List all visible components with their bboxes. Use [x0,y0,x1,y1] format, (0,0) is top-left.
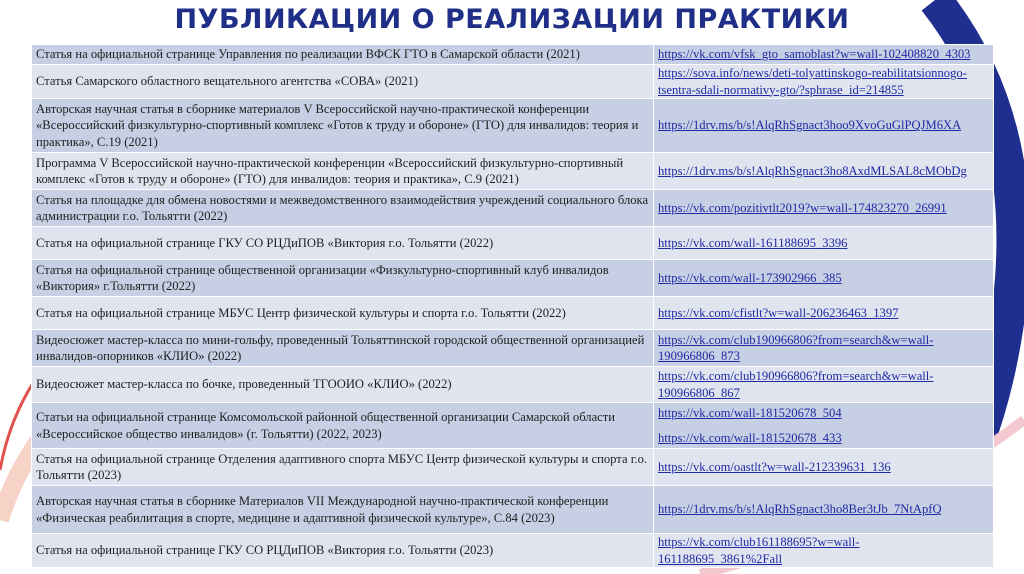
publication-link[interactable]: https://vk.com/wall-181520678_433 [658,430,842,445]
publication-links-cell [654,449,994,486]
table-row [32,153,994,190]
publication-description: Статья на официальной странице Управления по реализации ВФСК ГТО в Самарской области (2021) [32,45,654,65]
publication-description: Статья на официальной странице МБУС Центр физической культуры и спорта г.о. Тольятти (2022) [32,297,654,330]
publication-link[interactable]: https://vk.com/oastlt?w=wall-212339631_136 [658,459,891,474]
publication-link[interactable]: https://vk.com/wall-173902966_385 [658,270,842,285]
publication-links-cell [654,190,994,227]
table-row [32,260,994,297]
publication-description: Видеосюжет мастер-класса по мини-гольфу, проведенный Тольяттинской городской общественной организацией инвалидов-опорников «КЛИО» (2022) [32,330,654,367]
publication-links-cell [654,297,994,330]
publication-links-cell [654,260,994,297]
page-title: ПУБЛИКАЦИИ О РЕАЛИЗАЦИИ ПРАКТИКИ [174,4,850,35]
publication-links-cell [654,45,994,65]
publication-links-cell [654,534,994,568]
publication-link[interactable]: https://vk.com/club190966806?from=search&w=wall- 190966806_873 [658,332,934,363]
table-row [32,45,994,65]
publication-description: Программа V Всероссийской научно-практической конференции «Всероссийский физкультурно-спортивный комплекс «Готов к труду и обороне» (ГТО) для инвалидов: теория и практика», С.9 (2021) [32,153,654,190]
table-row [32,449,994,486]
publication-description: Статья на официальной странице ГКУ СО РЦДиПОВ «Виктория г.о. Тольятти (2022) [32,227,654,260]
table-row [32,65,994,99]
publication-link[interactable]: https://vk.com/club190966806?from=search&w=wall- 190966806_867 [658,369,934,400]
publication-description: Видеосюжет мастер-класса по бочке, проведенный ТГООИО «КЛИО» (2022) [32,367,654,403]
publication-description: Статья на официальной странице Отделения адаптивного спорта МБУС Центр физической культуры и спорта г.о. Тольятти (2023) [32,449,654,486]
publication-description: Статьи на официальной странице Комсомольской районной общественной организации Самарской области «Всероссийское общество инвалидов» (г. Тольятти) (2022, 2023) [32,403,654,449]
publication-links-cell [654,486,994,534]
publication-links-cell [654,65,994,99]
publication-link[interactable]: https://vk.com/club161188695?w=wall- 161188695_3861%2Fall [658,535,860,566]
publication-links-cell [654,99,994,153]
publication-link[interactable]: https://vk.com/vfsk_gto_samoblast?w=wall-102408820_4303 [658,47,971,62]
publication-description: Статья на официальной странице общественной организации «Физкультурно-спортивный клуб инвалидов «Виктория» г.Тольятти (2022) [32,260,654,297]
table-row [32,190,994,227]
publication-description: Статья на официальной странице ГКУ СО РЦДиПОВ «Виктория г.о. Тольятти (2023) [32,534,654,568]
publication-link[interactable]: https://vk.com/cfistlt?w=wall-206236463_1397 [658,305,899,320]
table-row [32,403,994,449]
publication-description: Авторская научная статья в сборнике материалов V Всероссийской научно-практической конференции «Всероссийский физкультурно-спортивный комплекс «Готов к труду и обороне» (ГТО) для инвалидов: теория и практика», С.19 (2021) [32,99,654,153]
table-row [32,486,994,534]
table-row [32,297,994,330]
publication-link[interactable]: https://vk.com/pozitivtlt2019?w=wall-174823270_26991 [658,200,947,215]
table-row [32,330,994,367]
publication-link[interactable]: https://1drv.ms/b/s!AlqRhSgnact3hoo9XvoGuGlPQJM6XA [658,118,962,133]
table-row [32,227,994,260]
publication-link[interactable]: https://vk.com/wall-181520678_504 [658,406,842,420]
publications-table [31,44,994,568]
publication-link[interactable]: https://vk.com/wall-161188695_3396 [658,235,848,250]
publication-link[interactable]: https://sova.info/news/deti-tolyattinskogo-reabilitatsionnogo- tsentra-sdali-normativy-gto/?sphrase_id=214855 [658,66,967,97]
table-row [32,534,994,568]
publication-links-cell [654,227,994,260]
table-row [32,367,994,403]
publication-link[interactable]: https://1drv.ms/b/s!AlqRhSgnact3ho8AxdMLSAL8cMObDg [658,163,967,178]
publication-links-cell [654,367,994,403]
publication-links-cell [654,153,994,190]
publication-description: Статья Самарского областного вещательного агентства «СОВА» (2021) [32,65,654,99]
table-row [32,99,994,153]
publication-link[interactable]: https://1drv.ms/b/s!AlqRhSgnact3ho8Ber3tJb_7NtApfQ [658,502,942,517]
publication-description: Статья на площадке для обмена новостями и межведомственного взаимодействия учреждений социального блока администрации г.о. Тольятти (2022) [32,190,654,227]
publication-links-cell [654,403,994,449]
publication-links-cell [654,330,994,367]
publication-description: Авторская научная статья в сборнике Материалов VII Международной научно-практической конференции «Физическая реабилитация в спорте, медицине и адаптивной физической культуре», С.84 (2023) [32,486,654,534]
